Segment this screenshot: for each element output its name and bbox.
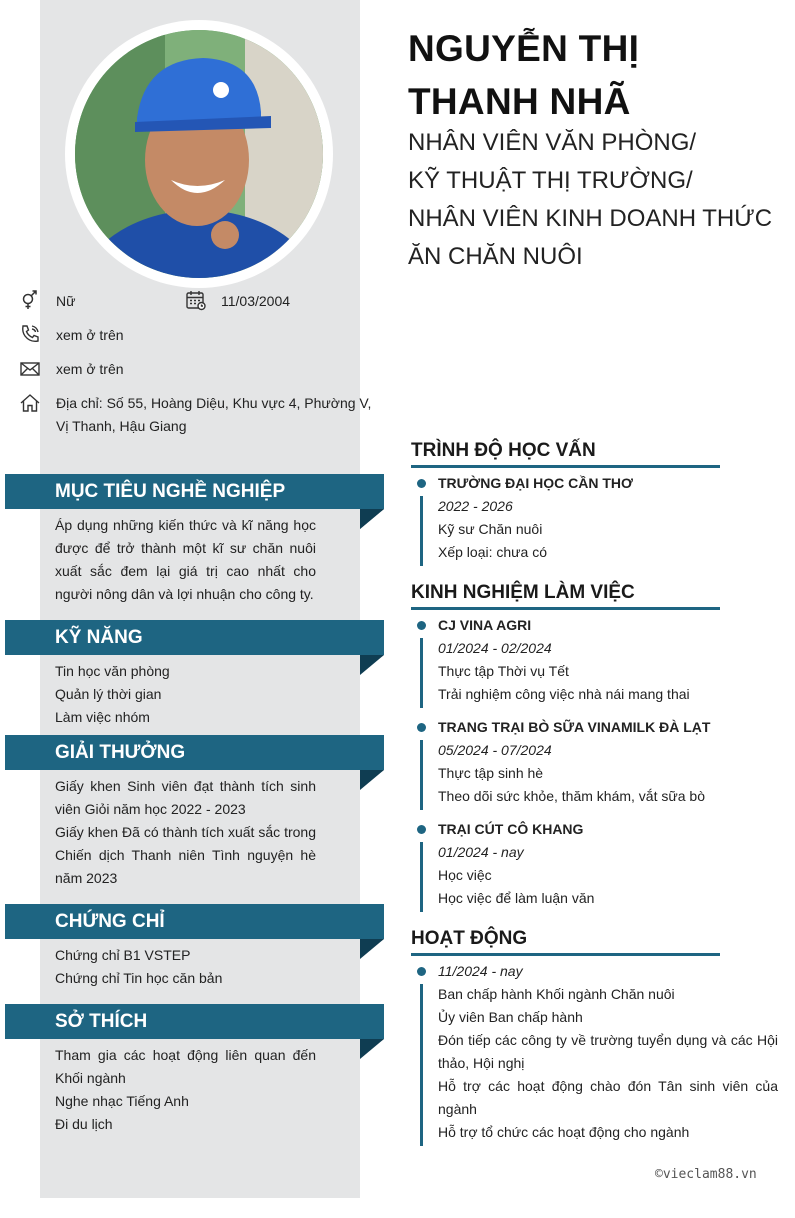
list-item: Đón tiếp các công ty về trường tuyển dụng và các Hội thảo, Hội nghị [438, 1032, 778, 1071]
timeline-line [420, 638, 423, 708]
experience-period: 05/2024 - 07/2024 [438, 742, 552, 758]
skills-section [55, 660, 316, 729]
birthday-value: 11/03/2004 [221, 293, 291, 309]
email-value: xem ở trên [56, 361, 124, 377]
list-item: Làm việc nhóm [55, 709, 150, 725]
home-icon [19, 392, 41, 414]
experience-desc: Theo dõi sức khỏe, thăm khám, vắt sữa bò [438, 788, 705, 804]
list-item: Chứng chỉ B1 VSTEP [55, 947, 191, 963]
name-line: THANH NHÃ [408, 81, 631, 122]
experience-role: Học việc [438, 867, 492, 883]
awards-heading-fold [360, 770, 384, 790]
activities-entry [416, 960, 778, 1144]
timeline-dot [417, 479, 426, 488]
job-title [408, 124, 788, 276]
candidate-name [408, 22, 778, 128]
objective-text: Áp dụng những kiến thức và kĩ năng học được để trở thành một kĩ sư chăn nuôi xuất sắc đem lại giá trị cao nhất cho người nông dân và lợi nhuận cho công ty. [55, 517, 316, 602]
job-line: NHÂN VIÊN VĂN PHÒNG/ [408, 129, 697, 156]
list-item: Nghe nhạc Tiếng Anh [55, 1093, 189, 1109]
experience-heading: KINH NGHIỆM LÀM VIỆC [411, 580, 720, 610]
gender-icon [19, 289, 41, 311]
gender-value: Nữ [56, 293, 76, 309]
awards-section [55, 775, 316, 890]
education-entry [416, 472, 778, 564]
list-item: Ban chấp hành Khối ngành Chăn nuôi [438, 986, 675, 1002]
timeline-line [420, 842, 423, 912]
timeline-dot [417, 621, 426, 630]
timeline-line [420, 984, 423, 1146]
job-line: KỸ THUẬT THỊ TRƯỜNG/ [408, 167, 693, 194]
list-item: Tin học văn phòng [55, 663, 170, 679]
avatar [75, 30, 323, 278]
objective-heading-fold [360, 509, 384, 529]
list-item: Tham gia các hoạt động liên quan đến Khối ngành [55, 1047, 316, 1086]
hobbies-heading: SỞ THÍCH [5, 1004, 384, 1039]
list-item: Quản lý thời gian [55, 686, 162, 702]
timeline-line [420, 496, 423, 566]
hobbies-heading-fold [360, 1039, 384, 1059]
company-name: TRANG TRẠI BÒ SỮA VINAMILK ĐÀ LẠT [438, 719, 711, 735]
activities-heading: HOẠT ĐỘNG [411, 926, 720, 956]
experience-desc: Học việc để làm luận văn [438, 890, 595, 906]
education-heading: TRÌNH ĐỘ HỌC VẤN [411, 438, 720, 468]
list-item: Ủy viên Ban chấp hành [438, 1009, 583, 1025]
watermark: ©vieclam88.vn [655, 1167, 757, 1182]
email-icon [19, 358, 41, 380]
certificates-heading-fold [360, 939, 384, 959]
list-item: Hỗ trợ tổ chức các hoạt động cho ngành [438, 1124, 690, 1140]
timeline-dot [417, 967, 426, 976]
skills-heading: KỸ NĂNG [5, 620, 384, 655]
experience-period: 01/2024 - nay [438, 844, 524, 860]
list-item: Đi du lịch [55, 1116, 113, 1132]
objective-heading: MỤC TIÊU NGHỀ NGHIỆP [5, 474, 384, 509]
experience-role: Thực tập sinh hè [438, 765, 544, 781]
awards-heading: GIẢI THƯỞNG [5, 735, 384, 770]
experience-role: Thực tập Thời vụ Tết [438, 663, 569, 679]
experience-desc: Trải nghiệm công việc nhà nái mang thai [438, 686, 690, 702]
name-line: NGUYỄN THỊ [408, 28, 640, 69]
experience-entry [416, 818, 778, 910]
certificates-heading: CHỨNG CHỈ [5, 904, 384, 939]
timeline-dot [417, 723, 426, 732]
calendar-icon [185, 289, 207, 311]
experience-entry [416, 614, 778, 706]
job-line: NHÂN VIÊN KINH DOANH THỨC [408, 205, 773, 232]
activities-period: 11/2024 - nay [438, 963, 523, 979]
list-item: Hỗ trợ các hoạt động chào đón Tân sinh viên của ngành [438, 1078, 778, 1117]
list-item: Giấy khen Sinh viên đạt thành tích sinh viên Giỏi năm học 2022 - 2023 [55, 778, 316, 817]
address-value: Địa chỉ: Số 55, Hoàng Diệu, Khu vực 4, Phường V, Vị Thanh, Hậu Giang [56, 395, 372, 434]
school-name: TRƯỜNG ĐẠI HỌC CẦN THƠ [438, 475, 633, 491]
education-period: 2022 - 2026 [438, 498, 513, 514]
company-name: CJ VINA AGRI [438, 617, 532, 633]
phone-value: xem ở trên [56, 327, 124, 343]
timeline-dot [417, 825, 426, 834]
list-item: Giấy khen Đã có thành tích xuất sắc trong Chiến dịch Thanh niên Tình nguyện hè năm 2023 [55, 824, 316, 886]
education-rank: Xếp loại: chưa có [438, 544, 547, 560]
skills-heading-fold [360, 655, 384, 675]
hobbies-section [55, 1044, 316, 1136]
job-line: ĂN CHĂN NUÔI [408, 243, 583, 270]
experience-period: 01/2024 - 02/2024 [438, 640, 552, 656]
timeline-line [420, 740, 423, 810]
phone-icon [19, 323, 41, 345]
certificates-section [55, 944, 316, 990]
objective-section [55, 514, 316, 606]
education-major: Kỹ sư Chăn nuôi [438, 521, 543, 537]
list-item: Chứng chỉ Tin học căn bản [55, 970, 223, 986]
company-name: TRẠI CÚT CÔ KHANG [438, 821, 584, 837]
experience-entry [416, 716, 778, 808]
